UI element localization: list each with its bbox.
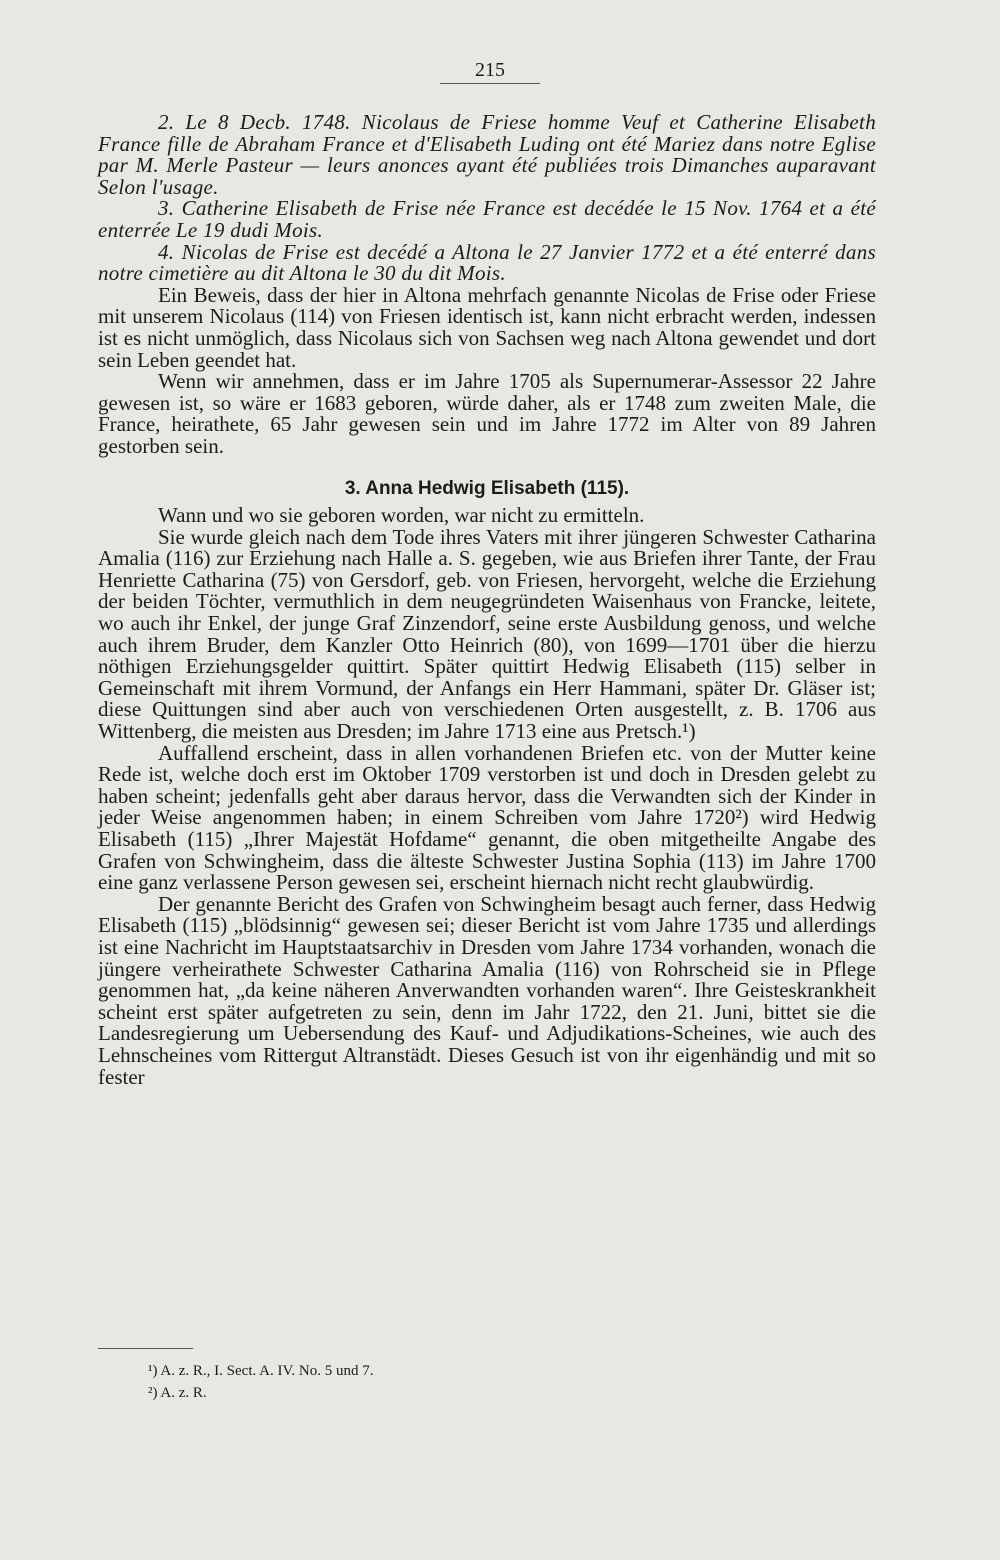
register-entry-4: 4. Nicolas de Frise est decédé a Altona le 27 Janvier 1772 et a été enterré dans notre cimetière au dit Altona le 30 du dit Mois. (98, 239, 876, 286)
paragraph-education: Sie wurde gleich nach dem Tode ihres Vaters mit ihrer jüngeren Schwester Catharina Amalia (116) zur Erziehung nach Halle a. S. gegeben, wie aus Briefen ihrer Tante, der Frau Henriette Catharina (75) von Gersdorf, geb. von Friesen, hervorgeht, welche die Erziehung der beiden Töchter, vermuthlich in dem neugegründeten Waisenhaus von Francke, leitete, wo auch ihr Enkel, der junge Graf Zinzendorf, seine erste Ausbildung genoss, und welche auch ihrem Bruder, dem Kanzler Otto Heinrich (80), von 1699—1701 über die hierzu nöthigen Erziehungsgelder quittirt. Später quittirt Hedwig Elisabeth (115) selber in Gemeinschaft mit ihrem Vormund, der Anfangs ein Herr Hammani, später Dr. Gläser ist; diese Quittungen sind aber auch von verschiedenen Orten ausgestellt, z. B. 1706 aus Wittenberg, die meisten aus Dresden; im Jahre 1713 eine aus Pretsch.¹) (98, 524, 876, 744)
paragraph-letters: Auffallend erscheint, dass in allen vorhandenen Briefen etc. von der Mutter keine Rede ist, welche doch erst im Oktober 1709 verstorben ist und doch in Dresden gelebt zu haben scheint; jedenfalls geht aber daraus hervor, dass die Verwandten sich der Kinder in jeder Weise angenommen haben; in einem Schreiben vom Jahre 1720²) wird Hedwig Elisabeth (115) „Ihrer Majestät Hofdame“ genannt, die oben mitgetheilte Angabe des Grafen von Schwingheim, dass die älteste Schwester Justina Sophia (113) im Jahre 1700 eine ganz verlassene Person gewesen sei, erscheint hiernach nicht recht glaubwürdig. (98, 740, 876, 895)
register-entry-2: 2. Le 8 Decb. 1748. Nicolaus de Friese homme Veuf et Catherine Elisabeth France fille de Abraham France et d'Elisabeth Luding ont été Mariez dans notre Eglise par M. Merle Pasteur — leurs anonces ayant été publiées trois Dimanches auparavant Selon l'usage. (98, 110, 876, 199)
header-rule (440, 83, 540, 84)
register-entry-3: 3. Catherine Elisabeth de Frise née France est decédée le 15 Nov. 1764 et a été enterrée Le 19 dudi Mois. (98, 196, 876, 242)
paragraph-report: Der genannte Bericht des Grafen von Schwingheim besagt auch ferner, dass Hedwig Elisabeth (115) „blödsinnig“ gewesen sei; dieser Bericht ist vom Jahre 1735 und allerdings ist eine Nachricht im Hauptstaatsarchiv in Dresden vom Jahre 1734 vorhanden, wonach die jüngere verheirathete Schwester Catharina Amalia (116) von Rohrscheid sie in Pflege genommen hat, „da keine näheren Anverwandten vorhanden waren“. Ihre Geisteskrankheit scheint erst später aufgetreten zu sein, denn im Jahr 1722, den 21. Juni, bittet sie die Landesregierung um Uebersendung des Kauf- und Adjudikations-Scheines, wie auch des Lehnscheines vom Rittergut Altranstädt. Dieses Gesuch ist von ihr eigenhändig und mit so fester (98, 891, 876, 1089)
paragraph-birth: Wann und wo sie geboren worden, war nicht zu ermitteln. (158, 503, 645, 528)
footnotes (148, 1360, 648, 1404)
paragraph-age: Wenn wir annehmen, dass er im Jahre 1705 als Supernumerar-Assessor 22 Jahre gewesen ist, so wäre er 1683 geboren, würde daher, als er 1748 zum zweiten Male, die France, heirathete, 65 Jahr gewesen sein und im Jahre 1772 im Alter von 89 Jahren gestorben sein. (98, 369, 876, 458)
paragraph-identity: Ein Beweis, dass der hier in Altona mehrfach genannte Nicolas de Frise oder Friese mit unserem Nicolaus (114) von Friesen identisch ist, kann nicht erbracht werden, indessen ist es nicht unmöglich, dass Nicolaus sich von Sachsen weg nach Altona gewendet und dort sein Leben geendet hat. (98, 282, 876, 372)
footnote-2: ²) A. z. R. (148, 1385, 207, 1401)
body-text (98, 112, 876, 1088)
section-heading: 3. Anna Hedwig Elisabeth (115). (344, 477, 630, 499)
page-number: 215 (475, 59, 505, 81)
footnote-rule (98, 1348, 193, 1349)
footnote-1: ¹) A. z. R., I. Sect. A. IV. No. 5 und 7. (148, 1363, 374, 1379)
